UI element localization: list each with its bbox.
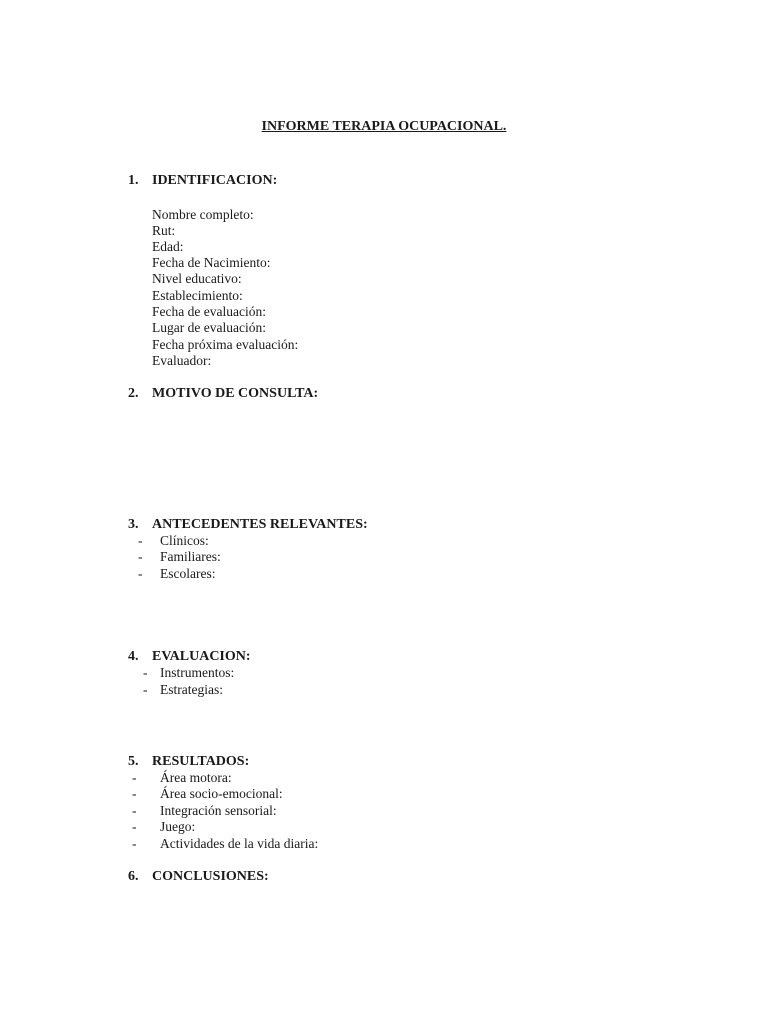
section-number: 1. (128, 173, 139, 188)
list-item: Estrategias: (160, 682, 223, 697)
section-heading-resultados: RESULTADOS: (152, 754, 250, 769)
list-bullet: - (132, 803, 137, 818)
list-item: Integración sensorial: (160, 803, 277, 818)
field-label: Nombre completo: (152, 207, 254, 222)
section-number: 5. (128, 754, 139, 769)
section-number: 6. (128, 869, 139, 884)
list-bullet: - (132, 770, 137, 785)
field-label: Establecimiento: (152, 288, 243, 303)
list-item: Clínicos: (160, 533, 209, 548)
list-bullet: - (132, 836, 137, 851)
section-heading-evaluacion: EVALUACION: (152, 649, 251, 664)
section-number: 3. (128, 517, 139, 532)
document-title: INFORME TERAPIA OCUPACIONAL. (261, 119, 507, 134)
list-item: Área motora: (160, 770, 232, 785)
field-label: Fecha próxima evaluación: (152, 337, 299, 352)
list-item: Actividades de la vida diaria: (160, 836, 319, 851)
section-number: 2. (128, 386, 139, 401)
list-bullet: - (132, 786, 137, 801)
field-label: Lugar de evaluación: (152, 320, 266, 335)
section-heading-conclusiones: CONCLUSIONES: (152, 869, 269, 884)
section-heading-antecedentes-relevantes: ANTECEDENTES RELEVANTES: (152, 517, 368, 532)
section-number: 4. (128, 649, 139, 664)
list-item: Juego: (160, 819, 196, 834)
list-item: Área socio-emocional: (160, 786, 283, 801)
list-bullet: - (138, 533, 143, 548)
section-heading-identificacion: IDENTIFICACION: (152, 173, 278, 188)
list-item: Instrumentos: (160, 665, 235, 680)
field-label: Rut: (152, 223, 176, 238)
field-label: Evaluador: (152, 353, 212, 368)
list-bullet: - (132, 819, 137, 834)
field-label: Fecha de evaluación: (152, 304, 266, 319)
field-label: Fecha de Nacimiento: (152, 255, 271, 270)
list-bullet: - (143, 665, 148, 680)
list-bullet: - (143, 682, 148, 697)
list-bullet: - (138, 566, 143, 581)
list-item: Familiares: (160, 549, 221, 564)
section-heading-motivo-de-consulta: MOTIVO DE CONSULTA: (152, 386, 319, 401)
list-bullet: - (138, 549, 143, 564)
list-item: Escolares: (160, 566, 216, 581)
field-label: Edad: (152, 239, 184, 254)
field-label: Nivel educativo: (152, 271, 242, 286)
